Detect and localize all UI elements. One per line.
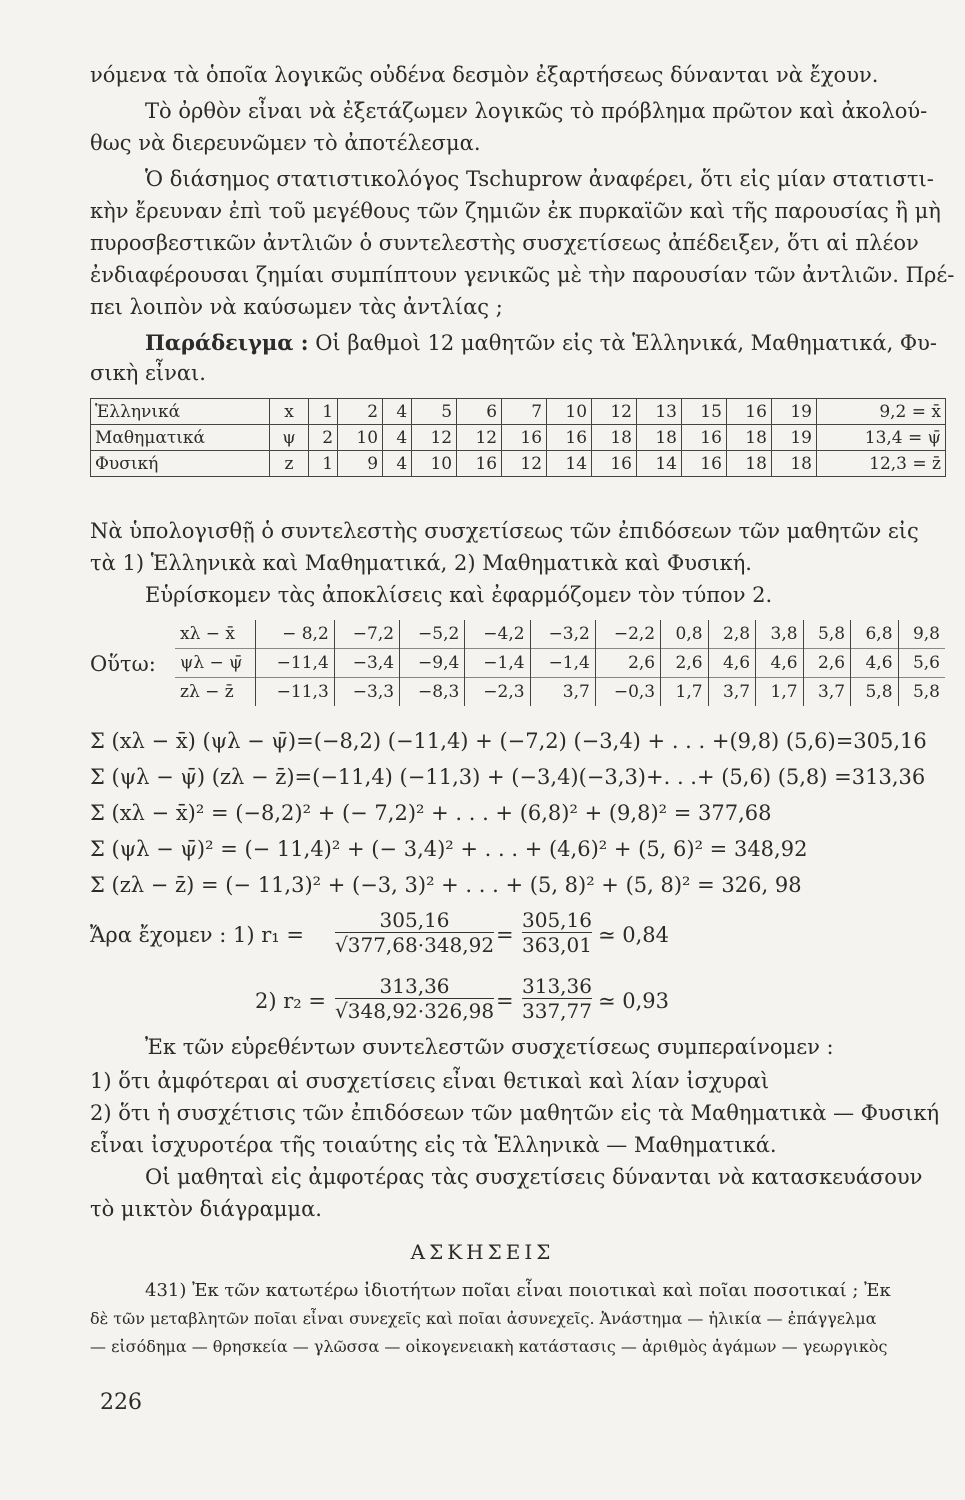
paragraph-line: Εὑρίσκομεν τὰς ἀποκλίσεις καὶ ἐφαρμόζομεν τὸν τύπον 2. [145, 583, 773, 607]
exercise-line: — εἰσόδημα — θρησκεία — γλῶσσα — οἰκογενειακὴ κατάστασις — ἀριθμὸς ἀγάμων — γεωργικὸς [90, 1337, 888, 1356]
mean-cell: 9,2 = x̄ [817, 399, 946, 425]
paragraph-line: ἐνδιαφέρουσαι ζημίαι συμπίπτουν γενικῶς μὲ τὴν παρουσίαν τῶν ἀντλιῶν. Πρέ- [90, 263, 955, 287]
deviations-table [175, 620, 945, 706]
sum-formula: Σ (ψλ − ψ̄) (zλ − z̄)=(−11,4) (−11,3) + (−3,4)(−3,3)+. . .+ (5,6) (5,8) =313,36 [90, 765, 926, 789]
deviation-cell: −11,4 [256, 649, 335, 678]
exercise-line: δὲ τῶν μεταβλητῶν ποῖαι εἶναι συνεχεῖς καὶ ποῖαι ἀσυνεχεῖς. Ἀνάστημα — ἡλικία — ἐπάγγελμα [90, 1309, 877, 1328]
deviation-cell: −9,4 [400, 649, 465, 678]
grade-cell: 19 [771, 425, 816, 451]
grade-cell: 18 [726, 451, 771, 477]
grade-cell: 18 [726, 425, 771, 451]
deviation-row [175, 649, 945, 678]
paragraph-line: πει λοιπὸν νὰ καύσωμεν τὰς ἀντλίας ; [90, 295, 503, 319]
fraction-r1-value [522, 908, 592, 957]
deviation-head: xλ − x̄ [180, 624, 236, 644]
grade-cell: 2 [309, 425, 338, 451]
deviation-cell: 5,8 [898, 678, 945, 707]
deviation-cell: −3,3 [334, 678, 399, 707]
paragraph-line: τὰ 1) Ἑλληνικὰ καὶ Μαθηματικά, 2) Μαθηματικὰ καὶ Φυσική. [90, 551, 752, 575]
fraction-numerator: 305,16 [522, 908, 592, 932]
grade-cell: 10 [412, 451, 457, 477]
subject-cell: Μαθηματικά [91, 425, 270, 451]
deviation-cell: 3,7 [803, 678, 850, 707]
grade-cell: 16 [681, 425, 726, 451]
fraction-denominator: 363,01 [522, 933, 592, 957]
deviation-cell: −8,3 [400, 678, 465, 707]
deviation-cell: −7,2 [334, 620, 399, 649]
deviation-cell: 1,7 [756, 678, 803, 707]
paragraph-line: Τὸ ὀρθὸν εἶναι νὰ ἐξετάζωμεν λογικῶς τὸ πρόβλημα πρῶτον καὶ ἀκολού- [145, 99, 928, 123]
result-label-2: 2) r₂ = [255, 989, 326, 1013]
grade-cell: 1 [309, 451, 338, 477]
deviation-cell: 6,8 [851, 620, 898, 649]
fraction-numerator: 313,36 [522, 974, 592, 998]
mean-cell: 12,3 = z̄ [817, 451, 946, 477]
sum-formula: Σ (ψλ − ψ̄)² = (− 11,4)² + (− 3,4)² + . . . + (4,6)² + (5, 6)² = 348,92 [90, 837, 808, 861]
deviation-cell: 4,6 [708, 649, 755, 678]
deviation-cell: − 8,2 [256, 620, 335, 649]
conclusion-line: 1) ὅτι ἀμφότεραι αἱ συσχετίσεις εἶναι θετικαὶ καὶ λίαν ἰσχυραὶ [90, 1069, 770, 1093]
example-label: Παράδειγμα : [145, 330, 309, 355]
paragraph-line: Νὰ ὑπολογισθῇ ὁ συντελεστὴς συσχετίσεως τῶν ἐπιδόσεων τῶν μαθητῶν εἰς [90, 519, 919, 543]
paragraph-line: θως νὰ διερευνῶμεν τὸ ἀποτέλεσμα. [90, 131, 481, 155]
deviation-cell: −2,2 [595, 620, 660, 649]
deviation-cell: −0,3 [595, 678, 660, 707]
grade-cell: 10 [338, 425, 383, 451]
grades-row [91, 451, 946, 477]
deviation-cell: 4,6 [756, 649, 803, 678]
grade-cell: 16 [592, 451, 637, 477]
deviation-cell: 3,8 [756, 620, 803, 649]
example-line [145, 330, 937, 356]
deviation-cell: −3,2 [530, 620, 595, 649]
paragraph-line: σικὴ εἶναι. [90, 361, 206, 385]
result-r1: ≃ 0,84 [598, 923, 670, 947]
deviation-row [175, 620, 945, 649]
grades-row [91, 425, 946, 451]
grade-cell: 7 [502, 399, 547, 425]
deviation-cell: 2,6 [595, 649, 660, 678]
subject-cell: Φυσική [91, 451, 270, 477]
sum-formula: Σ (xλ − x̄) (ψλ − ψ̄)=(−8,2) (−11,4) + (−7,2) (−3,4) + . . . +(9,8) (5,6)=305,16 [90, 729, 927, 753]
symbol-cell: x [270, 399, 309, 425]
deviation-cell: 1,7 [661, 678, 708, 707]
deviation-cell: −3,4 [334, 649, 399, 678]
fraction-r2-value [522, 974, 592, 1023]
page-number: 226 [100, 1390, 142, 1415]
grade-cell: 18 [637, 425, 682, 451]
fraction-r1-root [335, 908, 494, 957]
grade-cell: 16 [547, 425, 592, 451]
grade-cell: 12 [412, 425, 457, 451]
deviation-head: zλ − z̄ [175, 678, 256, 707]
grades-table [90, 398, 946, 477]
conclusion-line: 2) ὅτι ἡ συσχέτισις τῶν ἐπιδόσεων τῶν μαθητῶν εἰς τὰ Μαθηματικὰ — Φυσική [90, 1101, 940, 1125]
fraction-r2-root [335, 974, 494, 1023]
deviation-cell: −4,2 [465, 620, 530, 649]
mean-cell: 13,4 = ψ̄ [817, 425, 946, 451]
deviation-cell: −11,3 [256, 678, 335, 707]
deviation-cell: 2,8 [708, 620, 755, 649]
conclusion-line: τὸ μικτὸν διάγραμμα. [90, 1197, 322, 1221]
grade-cell: 9 [338, 451, 383, 477]
fraction-denominator: √377,68·348,92 [335, 933, 495, 957]
grade-cell: 18 [771, 451, 816, 477]
grade-cell: 14 [637, 451, 682, 477]
fraction-numerator: 313,36 [335, 974, 494, 999]
paragraph-line: νόμενα τὰ ὁποῖα λογικῶς οὐδένα δεσμὸν ἐξαρτήσεως δύνανται νὰ ἔχουν. [90, 63, 879, 87]
grade-cell: 19 [771, 399, 816, 425]
grade-cell: 4 [383, 451, 412, 477]
grade-cell: 14 [547, 451, 592, 477]
grade-cell: 13 [637, 399, 682, 425]
paragraph-line: Ὁ διάσημος στατιστικολόγος Tschuprow ἀναφέρει, ὅτι εἰς μίαν στατιστι- [145, 167, 934, 191]
exercises-title: ΑΣΚΗΣΕΙΣ [410, 1240, 555, 1264]
fraction-numerator: 305,16 [335, 908, 494, 933]
grades-row [91, 399, 946, 425]
deviation-cell: 9,8 [898, 620, 945, 649]
grade-cell: 10 [547, 399, 592, 425]
result-r2: ≃ 0,93 [598, 989, 670, 1013]
deviation-row [175, 678, 945, 707]
deviation-head: ψλ − ψ̄ [175, 649, 256, 678]
conclusion-line: Οἱ μαθηταὶ εἰς ἀμφοτέρας τὰς συσχετίσεις δύνανται νὰ κατασκευάσουν [145, 1165, 923, 1189]
deviation-cell: 4,6 [851, 649, 898, 678]
deviation-cell: 5,8 [803, 620, 850, 649]
grade-cell: 6 [457, 399, 502, 425]
grade-cell: 12 [502, 451, 547, 477]
fraction-denominator: √348,92·326,98 [335, 999, 495, 1023]
grade-cell: 15 [681, 399, 726, 425]
equals-sign: = [496, 923, 514, 947]
grade-cell: 4 [383, 425, 412, 451]
deviation-cell: −2,3 [465, 678, 530, 707]
grade-cell: 18 [592, 425, 637, 451]
deviation-cell: 3,7 [708, 678, 755, 707]
sum-formula: Σ (xλ − x̄)² = (−8,2)² + (− 7,2)² + . . . + (6,8)² + (9,8)² = 377,68 [90, 801, 772, 825]
deviation-cell: 5,6 [898, 649, 945, 678]
grade-cell: 16 [726, 399, 771, 425]
grade-cell: 12 [457, 425, 502, 451]
grade-cell: 12 [592, 399, 637, 425]
deviation-cell: −1,4 [465, 649, 530, 678]
deviation-cell: 0,8 [661, 620, 708, 649]
symbol-cell: ψ [270, 425, 309, 451]
symbol-cell: z [270, 451, 309, 477]
grade-cell: 5 [412, 399, 457, 425]
conclusion-line: Ἐκ τῶν εὑρεθέντων συντελεστῶν συσχετίσεως συμπεραίνομεν : [145, 1035, 834, 1059]
subject-cell: Ἑλληνικά [91, 399, 270, 425]
grade-cell: 16 [502, 425, 547, 451]
grade-cell: 4 [383, 399, 412, 425]
deviation-cell: −5,2 [400, 620, 465, 649]
deviation-cell: −1,4 [530, 649, 595, 678]
grade-cell: 16 [457, 451, 502, 477]
outo-label: Οὕτω: [90, 652, 156, 676]
paragraph-line: κὴν ἔρευναν ἐπὶ τοῦ μεγέθους τῶν ζημιῶν ἐκ πυρκαϊῶν καὶ τῆς παρουσίας ἢ μὴ [90, 199, 941, 223]
deviation-cell: 3,7 [530, 678, 595, 707]
equals-sign: = [496, 989, 514, 1013]
deviation-cell: 2,6 [661, 649, 708, 678]
paragraph-line: πυροσβεστικῶν ἀντλιῶν ὁ συντελεστὴς συσχετίσεως ἀπέδειξεν, ὅτι αἱ πλέον [90, 231, 919, 255]
sum-formula: Σ (zλ − z̄) = (− 11,3)² + (−3, 3)² + . . . + (5, 8)² + (5, 8)² = 326, 98 [90, 873, 802, 897]
deviation-cell: 5,8 [851, 678, 898, 707]
deviation-cell: 2,6 [803, 649, 850, 678]
example-text: Οἱ βαθμοὶ 12 μαθητῶν εἰς τὰ Ἑλληνικά, Μαθηματικά, Φυ- [315, 331, 937, 355]
conclusion-line: εἶναι ἰσχυροτέρα τῆς τοιαύτης εἰς τὰ Ἑλληνικὰ — Μαθηματικά. [90, 1133, 777, 1157]
exercise-line: 431) Ἐκ τῶν κατωτέρω ἰδιοτήτων ποῖαι εἶναι ποιοτικαὶ καὶ ποῖαι ποσοτικαί ; Ἐκ [145, 1280, 891, 1301]
fraction-denominator: 337,77 [522, 999, 592, 1023]
result-label-1: Ἄρα ἔχομεν : 1) r₁ = [90, 923, 304, 947]
grade-cell: 16 [681, 451, 726, 477]
grade-cell: 2 [338, 399, 383, 425]
grade-cell: 1 [309, 399, 338, 425]
